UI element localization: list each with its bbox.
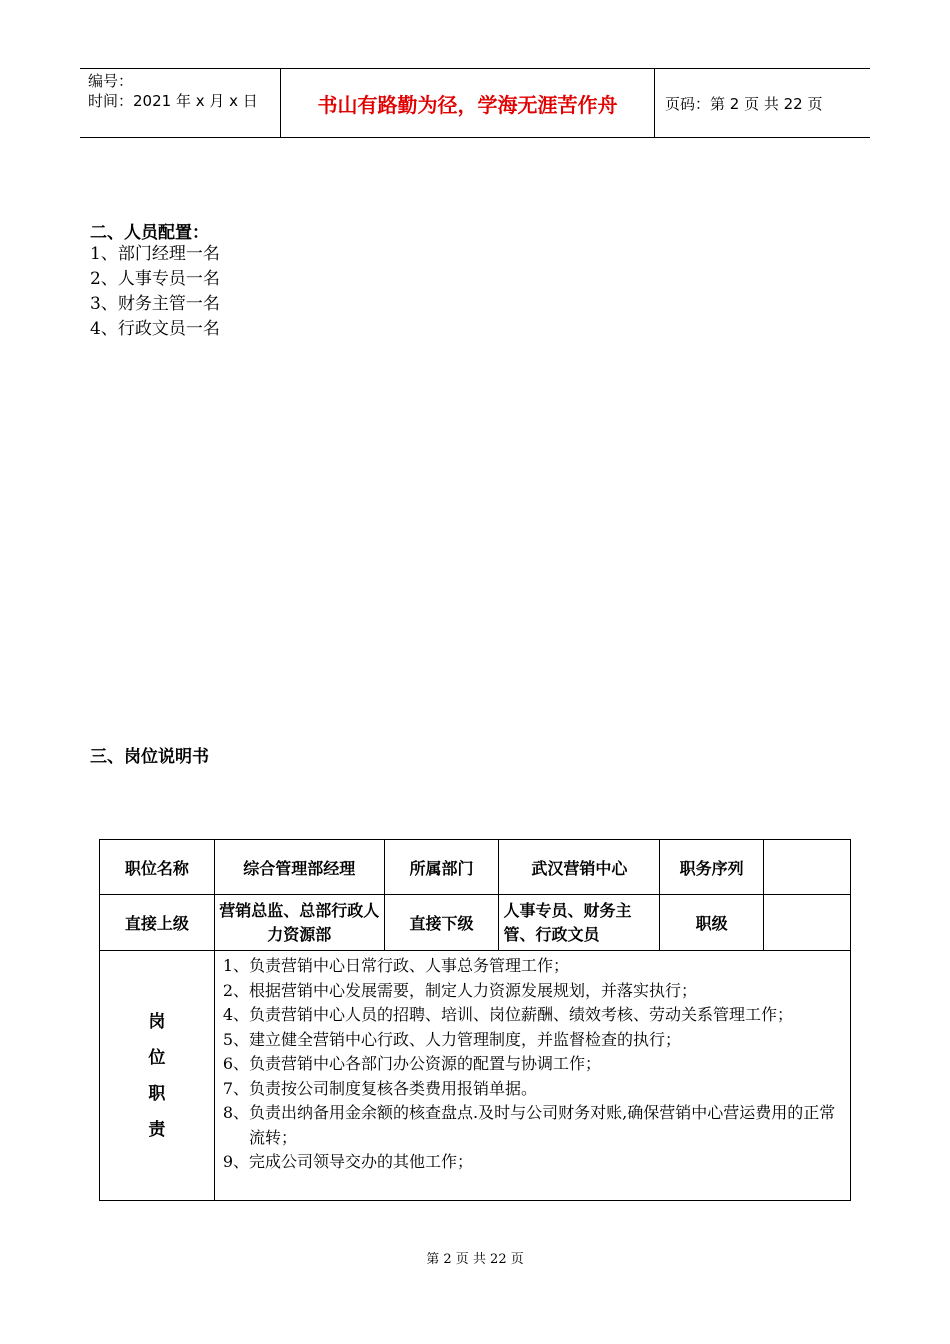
list-item: 4、 负责营销中心人员的招聘、培训、岗位薪酬、绩效考核、劳动关系管理工作； [222,1005,794,1024]
list-item: 7、 负责按公司制度复核各类费用报销单据。 [222,1078,538,1098]
staffing-item: 4、行政文员一名 [90,319,220,339]
table-row [100,951,851,1201]
subordinate-label: 直接下级 [384,895,499,951]
number-label: 编号： [88,72,134,90]
list-item: 5、 建立健全营销中心行政、人力管理制度，并监督检查的执行； [222,1029,682,1049]
list-item: 9、 完成公司领导交办的其他工作； [222,1152,474,1171]
duties-label-char: 职 [148,1083,166,1104]
list-item: 1、 负责营销中心日常行政、人事总务管理工作； [222,956,570,975]
section-job-description-title: 三、岗位说明书 [90,747,209,767]
staffing-item: 3、财务主管一名 [90,294,220,314]
staffing-list [90,242,220,342]
position-value: 综合管理部经理 [214,840,384,895]
time-label: 时间：2021 年 x 月 x 日 [88,92,258,110]
job-description-table [99,839,851,1201]
dept-label: 所属部门 [384,840,499,895]
duties-list [214,951,850,1201]
list-item: 8、 负责出纳备用金余额的核查盘点.及时与公司财务对账,确保营销中心营运费用的正常流转； [222,1103,836,1147]
duties-label-char: 位 [148,1047,166,1068]
series-label: 职务序列 [660,840,764,895]
dept-value: 武汉营销中心 [499,840,660,895]
page-header [80,68,870,138]
position-label: 职位名称 [100,840,215,895]
duties-label [100,951,215,1201]
subordinate-value: 人事专员、财务主管、行政文员 [499,895,660,951]
staffing-item: 2、人事专员一名 [90,269,220,289]
page-footer: 第 2 页 共 22 页 [426,1252,524,1267]
superior-label: 直接上级 [100,895,215,951]
series-value [764,840,851,895]
staffing-item: 1、部门经理一名 [90,244,220,264]
table-row [100,840,851,895]
grade-value [764,895,851,951]
duties-label-char: 岗 [148,1011,166,1032]
table-row [100,895,851,951]
section-staffing-title: 二、人员配置： [90,223,209,243]
header-page-info: 页码：第 2 页 共 22 页 [665,94,823,113]
duties-label-char: 责 [148,1119,166,1140]
header-meta [80,69,281,137]
list-item: 2、 根据营销中心发展需要，制定人力资源发展规划，并落实执行； [222,980,698,1000]
header-motto: 书山有路勤为径，学海无涯苦作舟 [281,69,655,137]
grade-label: 职级 [660,895,764,951]
list-item: 6、 负责营销中心各部门办公资源的配置与协调工作； [222,1054,602,1073]
superior-value: 营销总监、总部行政人力资源部 [214,895,384,951]
